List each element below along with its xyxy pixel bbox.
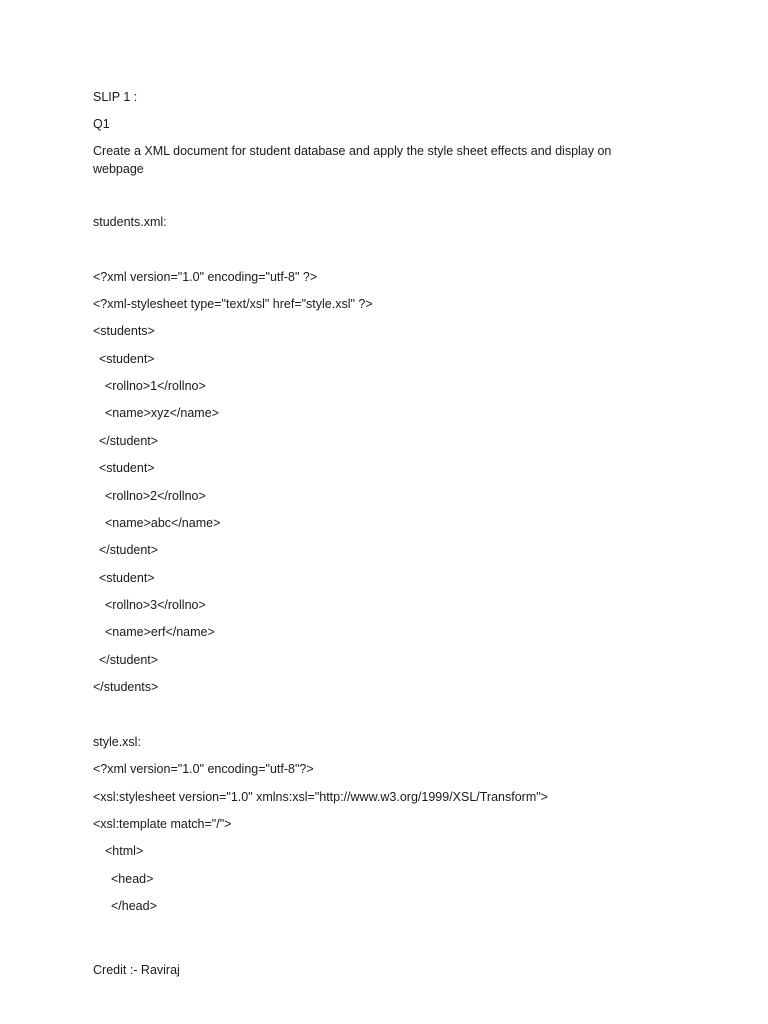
code-line: <name>xyz</name> — [105, 406, 219, 420]
code-line: </head> — [111, 899, 157, 913]
code-line: <student> — [99, 352, 155, 366]
code-line: <?xml-stylesheet type="text/xsl" href="style.xsl" ?> — [93, 297, 373, 311]
code-line: <rollno>2</rollno> — [105, 489, 206, 503]
code-line: <student> — [99, 571, 155, 585]
code-line: <students> — [93, 324, 155, 338]
credit-line: Credit :- Raviraj — [93, 963, 180, 977]
code-line: </students> — [93, 680, 159, 694]
code-line: <student> — [99, 461, 155, 475]
code-line: <rollno>1</rollno> — [105, 379, 206, 393]
code-line: </student> — [99, 434, 159, 448]
code-line: <?xml version="1.0" encoding="utf-8"?> — [93, 762, 314, 776]
code-line: <?xml version="1.0" encoding="utf-8" ?> — [93, 270, 318, 284]
code-line: <name>abc</name> — [105, 516, 221, 530]
code-line: <name>erf</name> — [105, 625, 215, 639]
code-line: <rollno>3</rollno> — [105, 598, 206, 612]
question-number: Q1 — [93, 117, 110, 131]
code-line: <xsl:stylesheet version="1.0" xmlns:xsl="http://www.w3.org/1999/XSL/Transform"> — [93, 790, 548, 804]
question-prompt: Create a XML document for student database and apply the style sheet effects and display on webpage — [93, 144, 612, 176]
code-line: </student> — [99, 543, 159, 557]
style-xsl-filename: style.xsl: — [93, 735, 141, 749]
students-xml-filename: students.xml: — [93, 215, 167, 229]
code-line: <head> — [111, 872, 154, 886]
slip-heading: SLIP 1 : — [93, 90, 138, 104]
code-line: <html> — [105, 844, 144, 858]
code-line: </student> — [99, 653, 159, 667]
code-line: <xsl:template match="/"> — [93, 817, 232, 831]
